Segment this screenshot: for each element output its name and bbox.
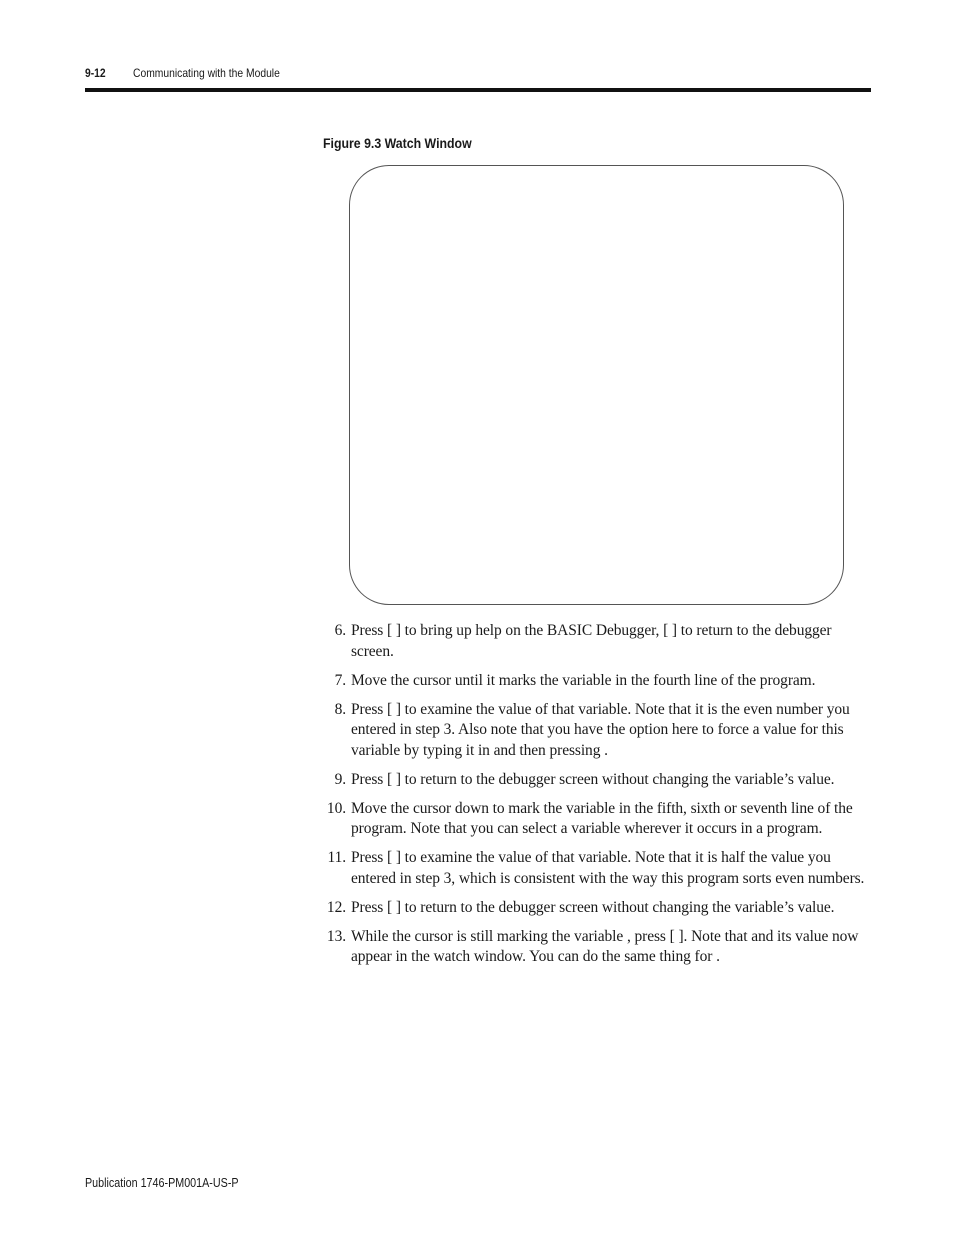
instruction-steps	[320, 621, 875, 976]
step-text: Press [ ] to examine the value of that variable. Note that it is half the value you entered in step 3, which is consistent with the way this program sorts even numbers.	[351, 849, 865, 887]
step-item	[320, 621, 875, 662]
step-text: Press [ ] to return to the debugger screen without changing the variable’s value.	[351, 770, 835, 788]
step-text: Move the cursor until it marks the variable in the fourth line of the program.	[351, 671, 816, 689]
step-number: 6.	[334, 622, 346, 639]
step-number: 11.	[327, 849, 346, 866]
step-number: 10.	[326, 799, 346, 817]
header-rule	[85, 88, 871, 92]
step-number: 7.	[334, 671, 346, 689]
step-item	[320, 927, 875, 968]
step-item	[320, 848, 875, 889]
step-text: Move the cursor down to mark the variable in the fifth, sixth or seventh line of the program. Note that you can select a variable wherever it occurs in a program.	[351, 799, 853, 837]
step-number: 9.	[334, 770, 346, 788]
step-item	[320, 700, 875, 762]
page-header-chapter: Communicating with the Module	[133, 66, 280, 80]
step-number: 8.	[334, 700, 346, 718]
step-number: 13.	[326, 927, 346, 945]
figure-caption: Figure 9.3 Watch Window	[323, 135, 472, 151]
step-item	[320, 898, 875, 919]
page-header-number: 9-12	[85, 66, 106, 80]
step-number: 12.	[326, 898, 346, 916]
watch-window-figure	[349, 165, 844, 605]
footer-publication: Publication 1746-PM001A-US-P	[85, 1176, 239, 1190]
step-text: While the cursor is still marking the variable , press [ ]. Note that and its value now appear in the watch window. You can do the same thing for .	[351, 927, 859, 965]
step-item	[320, 799, 875, 840]
step-text: Press [ ] to return to the debugger screen without changing the variable’s value.	[351, 898, 835, 916]
step-text: Press [ ] to bring up help on the BASIC Debugger, [ ] to return to the debugger screen.	[351, 622, 832, 660]
step-item	[320, 671, 875, 692]
step-item	[320, 770, 875, 791]
step-text: Press [ ] to examine the value of that variable. Note that it is the even number you entered in step 3. Also note that you have the option here to force a value for this variable by typing it in and then pressing .	[351, 700, 850, 759]
